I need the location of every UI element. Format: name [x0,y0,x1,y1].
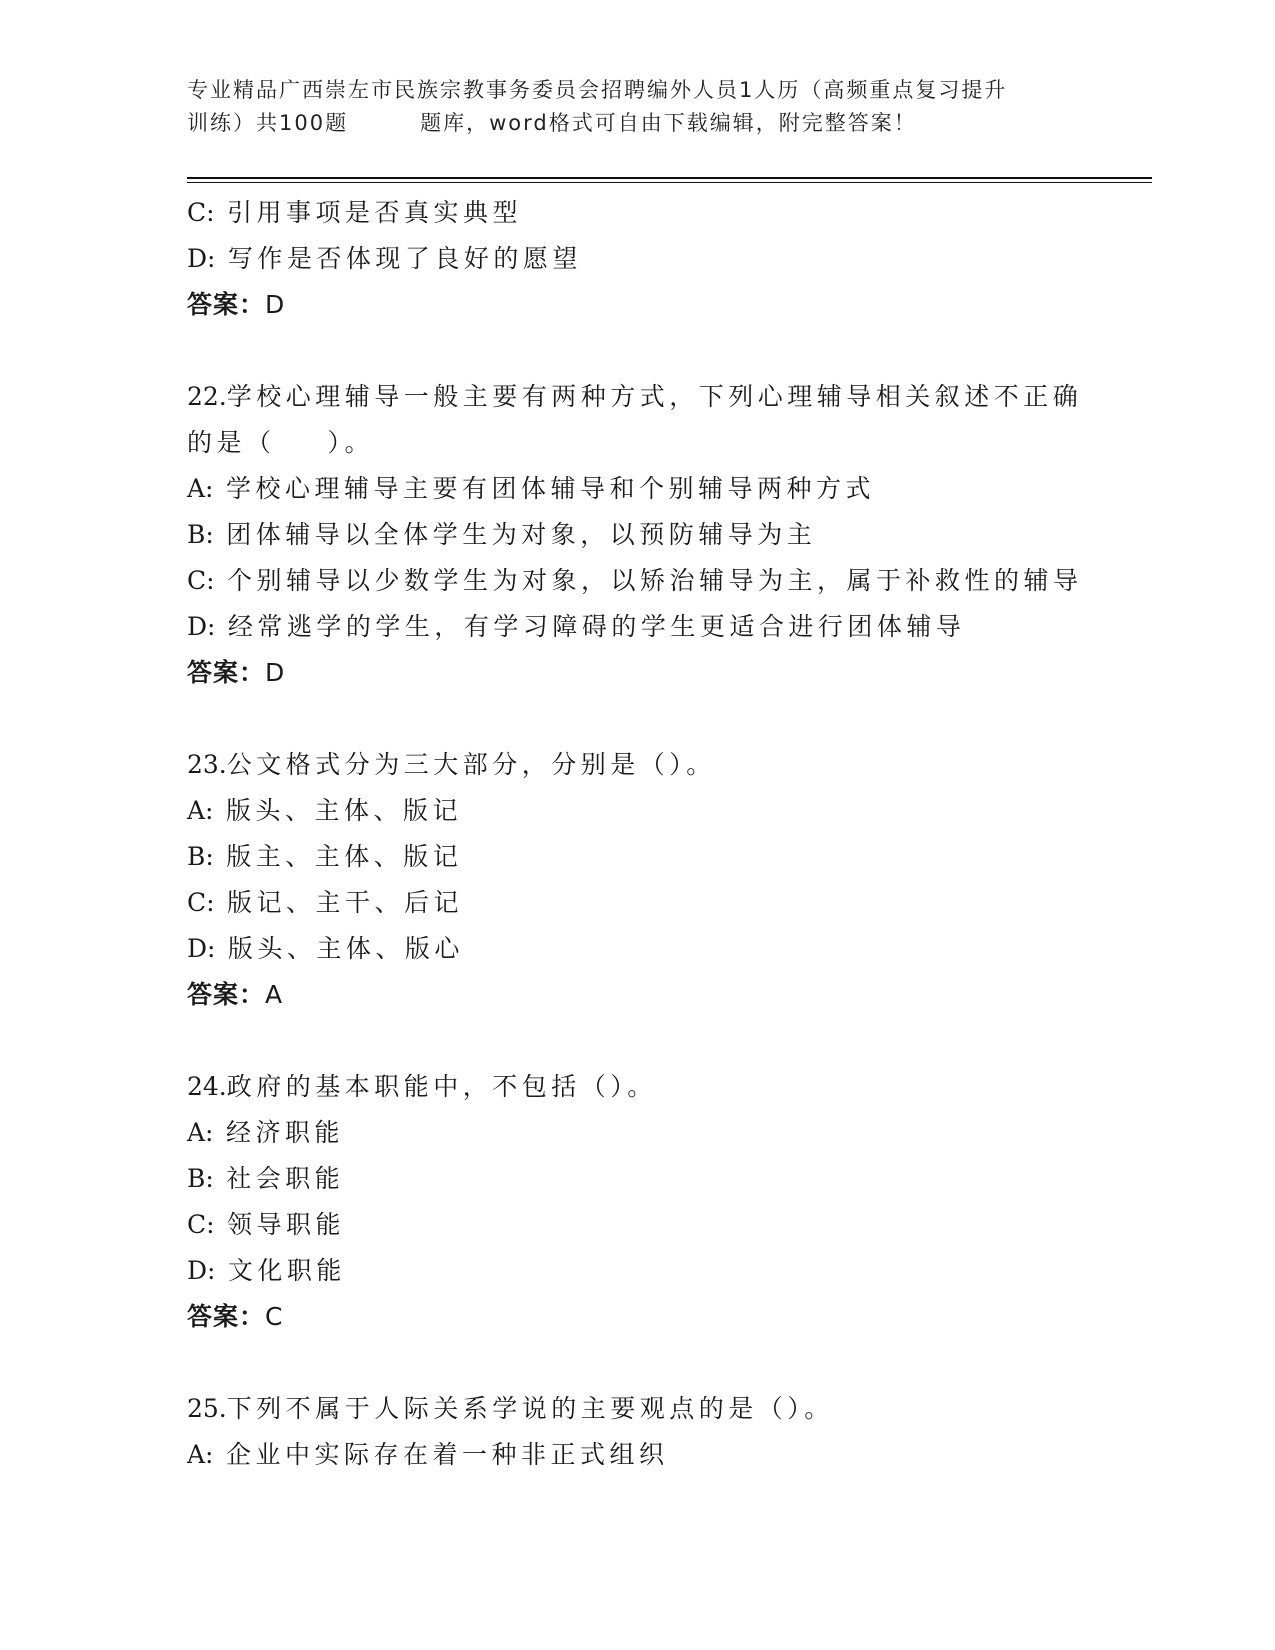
document-header [187,74,1087,140]
question-23 [187,742,1087,1018]
header-line-1: 专业精品广西崇左市民族宗教事务委员会招聘编外人员1人历（高频重点复习提升 [187,78,1008,102]
header-rule-thin [187,182,1152,183]
question-stem: 23.公文格式分为三大部分，分别是（）。 [187,750,716,779]
option-d: D: 经常逃学的学生，有学习障碍的学生更适合进行团体辅导 [187,612,966,641]
answer-line: 答案：D [187,658,286,687]
option-c: C: 引用事项是否真实典型 [187,198,523,227]
option-b: B: 团体辅导以全体学生为对象，以预防辅导为主 [187,520,817,549]
header-line-2 [187,107,1087,140]
question-24 [187,1064,1087,1340]
answer-line: 答案：A [187,980,284,1009]
option-d: D: 写作是否体现了良好的愿望 [187,244,582,273]
question-stem: 24.政府的基本职能中，不包括（）。 [187,1072,657,1101]
answer-line: 答案：D [187,290,286,319]
option-c: C: 个别辅导以少数学生为对象，以矫治辅导为主，属于补救性的辅导 [187,566,1083,595]
header-line-2-start: 训练）共100题 [187,111,349,135]
question-stem-cont: 的是（ ）。 [187,428,375,457]
option-c: C: 领导职能 [187,1210,346,1239]
option-b: B: 版主、主体、版记 [187,842,463,871]
option-a: A: 企业中实际存在着一种非正式组织 [187,1440,669,1469]
header-rule-thick [187,177,1152,179]
answer-line: 答案：C [187,1302,284,1331]
option-d: D: 版头、主体、版心 [187,934,464,963]
question-22 [187,374,1087,696]
option-a: A: 学校心理辅导主要有团体辅导和个别辅导两种方式 [187,474,875,503]
question-25 [187,1386,1087,1478]
option-c: C: 版记、主干、后记 [187,888,464,917]
option-a: A: 版头、主体、版记 [187,796,462,825]
document-body [187,190,1087,1478]
question-21-tail [187,190,1087,328]
option-d: D: 文化职能 [187,1256,346,1285]
option-a: A: 经济职能 [187,1118,344,1147]
question-stem: 25.下列不属于人际关系学说的主要观点的是（）。 [187,1394,834,1423]
question-stem: 22.学校心理辅导一般主要有两种方式，下列心理辅导相关叙述不正确 [187,382,1083,411]
header-line-2-end: 题库，word格式可自由下载编辑，附完整答案！ [420,111,917,135]
option-b: B: 社会职能 [187,1164,345,1193]
